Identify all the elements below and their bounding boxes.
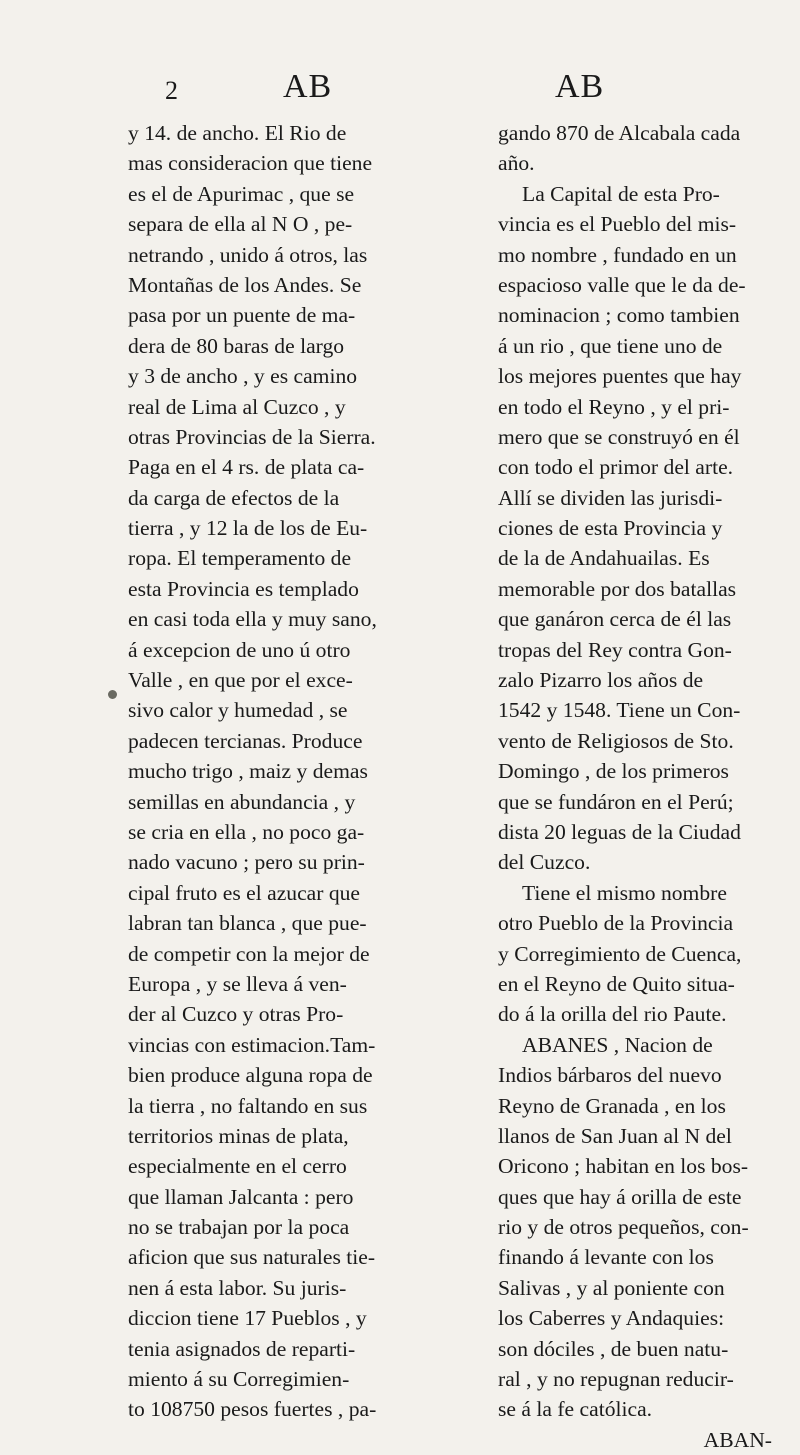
- text-line: no se trabajan por la poca: [128, 1215, 350, 1240]
- text-line: der al Cuzco y otras Pro-: [128, 1002, 344, 1027]
- text-line: Europa , y se lleva á ven-: [128, 971, 347, 996]
- text-line: vincia es el Pueblo del mis-: [498, 212, 737, 237]
- text-line: con todo el primor del arte.: [498, 455, 734, 480]
- text-line: nado vacuno ; pero su prin-: [128, 850, 365, 875]
- text-line: y 14. de ancho. El Rio de: [128, 121, 347, 145]
- text-line: en casi toda ella y muy sano,: [128, 607, 377, 632]
- text-line: Valle , en que por el exce-: [128, 668, 353, 693]
- text-line: La Capital de esta Pro-: [522, 181, 720, 206]
- text-line: separa de ella al N O , pe-: [128, 212, 353, 237]
- text-line: son dóciles , de buen natu-: [498, 1336, 729, 1361]
- text-line: Reyno de Granada , en los: [498, 1093, 726, 1118]
- text-line: memorable por dos batallas: [498, 576, 737, 601]
- text-line: semillas en abundancia , y: [128, 789, 356, 814]
- text-line: netrando , unido á otros, las: [128, 242, 368, 267]
- running-head-left: AB: [283, 68, 333, 105]
- text-line: miento á su Corregimien-: [128, 1367, 350, 1392]
- left-column: [128, 118, 478, 1425]
- running-head-right: AB: [555, 68, 605, 105]
- text-line: del Cuzco.: [498, 850, 591, 875]
- catchword: ABAN-: [703, 1427, 772, 1452]
- text-line: y Corregimiento de Cuenca,: [498, 941, 742, 966]
- text-line: en todo el Reyno , y el pri-: [498, 394, 730, 419]
- page-number: 2: [165, 76, 178, 105]
- text-line: ciones de esta Provincia y: [498, 516, 723, 541]
- text-line: es el de Apurimac , que se: [128, 181, 355, 206]
- text-line: á un rio , que tiene uno de: [498, 333, 723, 358]
- text-line: zalo Pizarro los años de: [498, 668, 704, 693]
- text-line: dista 20 leguas de la Ciudad: [498, 819, 741, 844]
- text-line: otras Provincias de la Sierra.: [128, 424, 376, 449]
- text-line: Oricono ; habitan en los bos-: [498, 1154, 749, 1179]
- text-line: en el Reyno de Quito situa-: [498, 971, 735, 996]
- text-line: llanos de San Juan al N del: [498, 1123, 732, 1148]
- text-line: que ganáron cerca de él las: [498, 607, 732, 632]
- text-line: territorios minas de plata,: [128, 1123, 349, 1148]
- text-line: ques que hay á orilla de este: [498, 1184, 742, 1209]
- text-line: sivo calor y humedad , se: [128, 698, 348, 723]
- text-line: Domingo , de los primeros: [498, 759, 729, 784]
- text-line: Allí se dividen las jurisdi-: [498, 485, 723, 510]
- text-line: Montañas de los Andes. Se: [128, 272, 362, 297]
- text-line: da carga de efectos de la: [128, 485, 340, 510]
- text-line: mucho trigo , maiz y demas: [128, 759, 368, 784]
- text-line: dera de 80 baras de largo: [128, 333, 345, 358]
- text-line: real de Lima al Cuzco , y: [128, 394, 346, 419]
- text-line: se á la fe católica.: [498, 1397, 653, 1422]
- text-line: tropas del Rey contra Gon-: [498, 637, 732, 662]
- text-line: 1542 y 1548. Tiene un Con-: [498, 698, 741, 723]
- text-line: mo nombre , fundado en un: [498, 242, 737, 267]
- text-line: diccion tiene 17 Pueblos , y: [128, 1306, 367, 1331]
- text-line: aficion que sus naturales tie-: [128, 1245, 376, 1270]
- text-line: esta Provincia es templado: [128, 576, 359, 601]
- right-column: [498, 118, 800, 1455]
- text-line: año.: [498, 151, 535, 176]
- text-line: nen á esta labor. Su juris-: [128, 1275, 347, 1300]
- text-line: padecen tercianas. Produce: [128, 728, 363, 753]
- text-line: cipal fruto es el azucar que: [128, 880, 361, 905]
- text-line: mero que se construyó en él: [498, 424, 740, 449]
- text-line: de competir con la mejor de: [128, 941, 370, 966]
- text-line: que llaman Jalcanta : pero: [128, 1184, 354, 1209]
- text-line: se cria en ella , no poco ga-: [128, 819, 365, 844]
- text-line: finando á levante con los: [498, 1245, 714, 1270]
- text-line: nominacion ; como tambien: [498, 303, 740, 328]
- text-line: vincias con estimacion.Tam-: [128, 1032, 376, 1057]
- text-line: Salivas , y al poniente con: [498, 1275, 725, 1300]
- text-line: Tiene el mismo nombre: [522, 880, 727, 905]
- text-line: pasa por un puente de ma-: [128, 303, 356, 328]
- text-line: á excepcion de uno ú otro: [128, 637, 351, 662]
- ink-spot: [108, 690, 117, 699]
- text-line: espacioso valle que le da de-: [498, 272, 746, 297]
- text-line: los Caberres y Andaquies:: [498, 1306, 725, 1331]
- page-header: [0, 68, 800, 116]
- text-line: labran tan blanca , que pue-: [128, 911, 367, 936]
- text-line: bien produce alguna ropa de: [128, 1063, 373, 1088]
- text-line: to 108750 pesos fuertes , pa-: [128, 1397, 377, 1422]
- text-line: tierra , y 12 la de los de Eu-: [128, 516, 368, 541]
- text-line: especialmente en el cerro: [128, 1154, 347, 1179]
- text-line: ropa. El temperamento de: [128, 546, 352, 571]
- text-line: gando 870 de Alcabala cada: [498, 121, 741, 145]
- text-line: los mejores puentes que hay: [498, 364, 742, 389]
- text-line: Indios bárbaros del nuevo: [498, 1063, 722, 1088]
- text-line: la tierra , no faltando en sus: [128, 1093, 368, 1118]
- text-line: do á la orilla del rio Paute.: [498, 1002, 727, 1027]
- text-line: rio y de otros pequeños, con-: [498, 1215, 749, 1240]
- text-line: tenia asignados de reparti-: [128, 1336, 356, 1361]
- text-line: ral , y no repugnan reducir-: [498, 1367, 734, 1392]
- text-line: y 3 de ancho , y es camino: [128, 364, 358, 389]
- text-line: vento de Religiosos de Sto.: [498, 728, 734, 753]
- text-line: Paga en el 4 rs. de plata ca-: [128, 455, 365, 480]
- entry-heading-line: ABANES , Nacion de: [522, 1032, 713, 1057]
- text-line: que se fundáron en el Perú;: [498, 789, 734, 814]
- text-line: otro Pueblo de la Provincia: [498, 911, 734, 936]
- text-line: mas consideracion que tiene: [128, 151, 373, 176]
- text-line: de la de Andahuailas. Es: [498, 546, 710, 571]
